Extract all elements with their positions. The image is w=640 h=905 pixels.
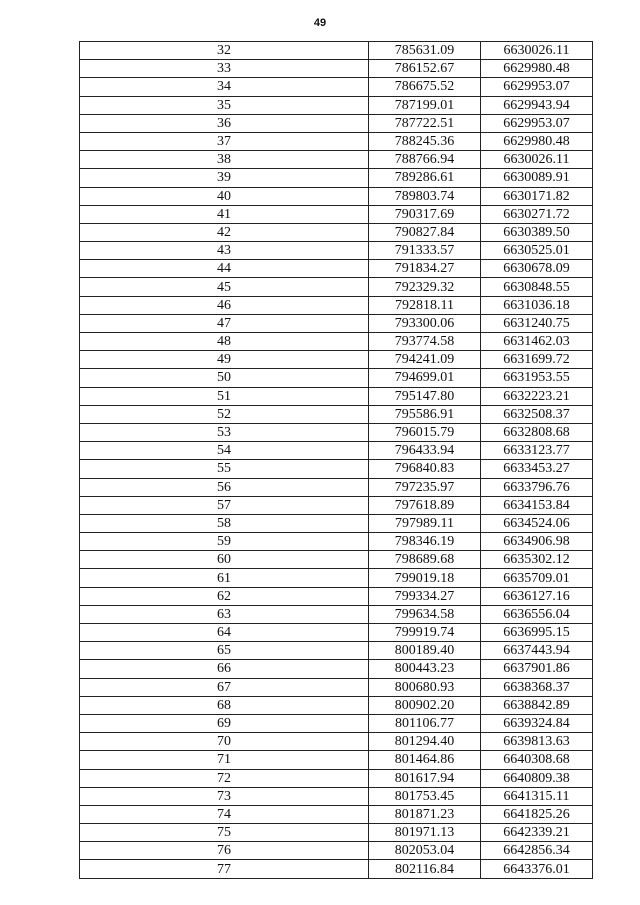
point-number-cell: 62 xyxy=(80,587,369,605)
x-coordinate-cell: 796433.94 xyxy=(369,442,481,460)
table-row xyxy=(80,787,593,805)
y-coordinate-cell: 6637901.86 xyxy=(481,660,593,678)
x-coordinate-cell: 786675.52 xyxy=(369,78,481,96)
y-coordinate-cell: 6631953.55 xyxy=(481,369,593,387)
x-coordinate-cell: 790317.69 xyxy=(369,205,481,223)
point-number-cell: 33 xyxy=(80,60,369,78)
point-number-cell: 34 xyxy=(80,78,369,96)
y-coordinate-cell: 6636556.04 xyxy=(481,605,593,623)
y-coordinate-cell: 6629953.07 xyxy=(481,78,593,96)
x-coordinate-cell: 797235.97 xyxy=(369,478,481,496)
point-number-cell: 56 xyxy=(80,478,369,496)
table-row xyxy=(80,514,593,532)
y-coordinate-cell: 6629980.48 xyxy=(481,60,593,78)
x-coordinate-cell: 801464.86 xyxy=(369,751,481,769)
table-row xyxy=(80,714,593,732)
x-coordinate-cell: 792818.11 xyxy=(369,296,481,314)
table-row xyxy=(80,442,593,460)
point-number-cell: 39 xyxy=(80,169,369,187)
table-row xyxy=(80,333,593,351)
y-coordinate-cell: 6633123.77 xyxy=(481,442,593,460)
table-row xyxy=(80,187,593,205)
x-coordinate-cell: 795147.80 xyxy=(369,387,481,405)
table-row xyxy=(80,733,593,751)
x-coordinate-cell: 801971.13 xyxy=(369,824,481,842)
point-number-cell: 64 xyxy=(80,624,369,642)
x-coordinate-cell: 800680.93 xyxy=(369,678,481,696)
point-number-cell: 63 xyxy=(80,605,369,623)
y-coordinate-cell: 6639324.84 xyxy=(481,714,593,732)
table-row xyxy=(80,223,593,241)
y-coordinate-cell: 6632508.37 xyxy=(481,405,593,423)
y-coordinate-cell: 6639813.63 xyxy=(481,733,593,751)
y-coordinate-cell: 6631240.75 xyxy=(481,314,593,332)
x-coordinate-cell: 794699.01 xyxy=(369,369,481,387)
x-coordinate-cell: 799019.18 xyxy=(369,569,481,587)
y-coordinate-cell: 6630026.11 xyxy=(481,42,593,60)
y-coordinate-cell: 6642339.21 xyxy=(481,824,593,842)
table-row xyxy=(80,642,593,660)
table-row xyxy=(80,132,593,150)
x-coordinate-cell: 799334.27 xyxy=(369,587,481,605)
x-coordinate-cell: 801294.40 xyxy=(369,733,481,751)
y-coordinate-cell: 6630848.55 xyxy=(481,278,593,296)
table-row xyxy=(80,78,593,96)
x-coordinate-cell: 800902.20 xyxy=(369,696,481,714)
x-coordinate-cell: 801871.23 xyxy=(369,805,481,823)
point-number-cell: 72 xyxy=(80,769,369,787)
y-coordinate-cell: 6631699.72 xyxy=(481,351,593,369)
page-number: 49 xyxy=(313,17,327,29)
y-coordinate-cell: 6630026.11 xyxy=(481,151,593,169)
x-coordinate-cell: 796015.79 xyxy=(369,423,481,441)
x-coordinate-cell: 797989.11 xyxy=(369,514,481,532)
table-row xyxy=(80,169,593,187)
table-row xyxy=(80,242,593,260)
point-number-cell: 54 xyxy=(80,442,369,460)
y-coordinate-cell: 6641315.11 xyxy=(481,787,593,805)
table-row xyxy=(80,805,593,823)
table-row xyxy=(80,605,593,623)
y-coordinate-cell: 6640809.38 xyxy=(481,769,593,787)
point-number-cell: 77 xyxy=(80,860,369,878)
point-number-cell: 51 xyxy=(80,387,369,405)
point-number-cell: 57 xyxy=(80,496,369,514)
table-row xyxy=(80,205,593,223)
table-row xyxy=(80,496,593,514)
coordinates-table-body xyxy=(80,42,593,879)
y-coordinate-cell: 6634524.06 xyxy=(481,514,593,532)
y-coordinate-cell: 6643376.01 xyxy=(481,860,593,878)
table-row xyxy=(80,260,593,278)
y-coordinate-cell: 6642856.34 xyxy=(481,842,593,860)
x-coordinate-cell: 787199.01 xyxy=(369,96,481,114)
x-coordinate-cell: 801753.45 xyxy=(369,787,481,805)
table-row xyxy=(80,624,593,642)
table-row xyxy=(80,151,593,169)
x-coordinate-cell: 789286.61 xyxy=(369,169,481,187)
x-coordinate-cell: 791834.27 xyxy=(369,260,481,278)
point-number-cell: 44 xyxy=(80,260,369,278)
table-row xyxy=(80,696,593,714)
point-number-cell: 45 xyxy=(80,278,369,296)
y-coordinate-cell: 6630089.91 xyxy=(481,169,593,187)
table-row xyxy=(80,751,593,769)
x-coordinate-cell: 787722.51 xyxy=(369,114,481,132)
table-row xyxy=(80,842,593,860)
point-number-cell: 70 xyxy=(80,733,369,751)
point-number-cell: 58 xyxy=(80,514,369,532)
table-row xyxy=(80,824,593,842)
point-number-cell: 32 xyxy=(80,42,369,60)
y-coordinate-cell: 6636127.16 xyxy=(481,587,593,605)
point-number-cell: 41 xyxy=(80,205,369,223)
x-coordinate-cell: 801617.94 xyxy=(369,769,481,787)
point-number-cell: 42 xyxy=(80,223,369,241)
x-coordinate-cell: 795586.91 xyxy=(369,405,481,423)
point-number-cell: 73 xyxy=(80,787,369,805)
point-number-cell: 43 xyxy=(80,242,369,260)
x-coordinate-cell: 802116.84 xyxy=(369,860,481,878)
x-coordinate-cell: 799634.58 xyxy=(369,605,481,623)
x-coordinate-cell: 800443.23 xyxy=(369,660,481,678)
table-row xyxy=(80,351,593,369)
table-row xyxy=(80,460,593,478)
table-row xyxy=(80,551,593,569)
point-number-cell: 50 xyxy=(80,369,369,387)
y-coordinate-cell: 6640308.68 xyxy=(481,751,593,769)
x-coordinate-cell: 788245.36 xyxy=(369,132,481,150)
y-coordinate-cell: 6631036.18 xyxy=(481,296,593,314)
point-number-cell: 68 xyxy=(80,696,369,714)
y-coordinate-cell: 6630678.09 xyxy=(481,260,593,278)
y-coordinate-cell: 6638368.37 xyxy=(481,678,593,696)
y-coordinate-cell: 6633796.76 xyxy=(481,478,593,496)
y-coordinate-cell: 6630525.01 xyxy=(481,242,593,260)
x-coordinate-cell: 799919.74 xyxy=(369,624,481,642)
table-row xyxy=(80,860,593,878)
point-number-cell: 74 xyxy=(80,805,369,823)
point-number-cell: 37 xyxy=(80,132,369,150)
table-row xyxy=(80,314,593,332)
point-number-cell: 40 xyxy=(80,187,369,205)
table-row xyxy=(80,278,593,296)
point-number-cell: 67 xyxy=(80,678,369,696)
y-coordinate-cell: 6632223.21 xyxy=(481,387,593,405)
point-number-cell: 75 xyxy=(80,824,369,842)
point-number-cell: 61 xyxy=(80,569,369,587)
table-row xyxy=(80,478,593,496)
point-number-cell: 59 xyxy=(80,533,369,551)
x-coordinate-cell: 788766.94 xyxy=(369,151,481,169)
point-number-cell: 53 xyxy=(80,423,369,441)
y-coordinate-cell: 6631462.03 xyxy=(481,333,593,351)
table-row xyxy=(80,369,593,387)
point-number-cell: 52 xyxy=(80,405,369,423)
coordinates-table xyxy=(79,41,593,879)
table-row xyxy=(80,60,593,78)
x-coordinate-cell: 789803.74 xyxy=(369,187,481,205)
y-coordinate-cell: 6629953.07 xyxy=(481,114,593,132)
point-number-cell: 69 xyxy=(80,714,369,732)
y-coordinate-cell: 6635709.01 xyxy=(481,569,593,587)
y-coordinate-cell: 6629980.48 xyxy=(481,132,593,150)
point-number-cell: 66 xyxy=(80,660,369,678)
table-row xyxy=(80,405,593,423)
point-number-cell: 36 xyxy=(80,114,369,132)
y-coordinate-cell: 6637443.94 xyxy=(481,642,593,660)
point-number-cell: 60 xyxy=(80,551,369,569)
y-coordinate-cell: 6630389.50 xyxy=(481,223,593,241)
y-coordinate-cell: 6633453.27 xyxy=(481,460,593,478)
y-coordinate-cell: 6632808.68 xyxy=(481,423,593,441)
table-row xyxy=(80,660,593,678)
table-row xyxy=(80,587,593,605)
point-number-cell: 35 xyxy=(80,96,369,114)
x-coordinate-cell: 790827.84 xyxy=(369,223,481,241)
point-number-cell: 46 xyxy=(80,296,369,314)
y-coordinate-cell: 6630171.82 xyxy=(481,187,593,205)
table-row xyxy=(80,96,593,114)
y-coordinate-cell: 6635302.12 xyxy=(481,551,593,569)
x-coordinate-cell: 791333.57 xyxy=(369,242,481,260)
x-coordinate-cell: 794241.09 xyxy=(369,351,481,369)
point-number-cell: 47 xyxy=(80,314,369,332)
y-coordinate-cell: 6630271.72 xyxy=(481,205,593,223)
x-coordinate-cell: 798346.19 xyxy=(369,533,481,551)
x-coordinate-cell: 802053.04 xyxy=(369,842,481,860)
x-coordinate-cell: 792329.32 xyxy=(369,278,481,296)
x-coordinate-cell: 793300.06 xyxy=(369,314,481,332)
table-row xyxy=(80,569,593,587)
table-row xyxy=(80,296,593,314)
x-coordinate-cell: 785631.09 xyxy=(369,42,481,60)
x-coordinate-cell: 800189.40 xyxy=(369,642,481,660)
table-row xyxy=(80,769,593,787)
table-row xyxy=(80,114,593,132)
x-coordinate-cell: 798689.68 xyxy=(369,551,481,569)
x-coordinate-cell: 801106.77 xyxy=(369,714,481,732)
x-coordinate-cell: 796840.83 xyxy=(369,460,481,478)
table-row xyxy=(80,42,593,60)
x-coordinate-cell: 797618.89 xyxy=(369,496,481,514)
y-coordinate-cell: 6634906.98 xyxy=(481,533,593,551)
y-coordinate-cell: 6638842.89 xyxy=(481,696,593,714)
y-coordinate-cell: 6641825.26 xyxy=(481,805,593,823)
y-coordinate-cell: 6636995.15 xyxy=(481,624,593,642)
table-row xyxy=(80,533,593,551)
x-coordinate-cell: 793774.58 xyxy=(369,333,481,351)
point-number-cell: 55 xyxy=(80,460,369,478)
table-row xyxy=(80,678,593,696)
point-number-cell: 38 xyxy=(80,151,369,169)
point-number-cell: 76 xyxy=(80,842,369,860)
y-coordinate-cell: 6629943.94 xyxy=(481,96,593,114)
point-number-cell: 65 xyxy=(80,642,369,660)
point-number-cell: 71 xyxy=(80,751,369,769)
point-number-cell: 48 xyxy=(80,333,369,351)
point-number-cell: 49 xyxy=(80,351,369,369)
table-row xyxy=(80,387,593,405)
table-row xyxy=(80,423,593,441)
x-coordinate-cell: 786152.67 xyxy=(369,60,481,78)
y-coordinate-cell: 6634153.84 xyxy=(481,496,593,514)
